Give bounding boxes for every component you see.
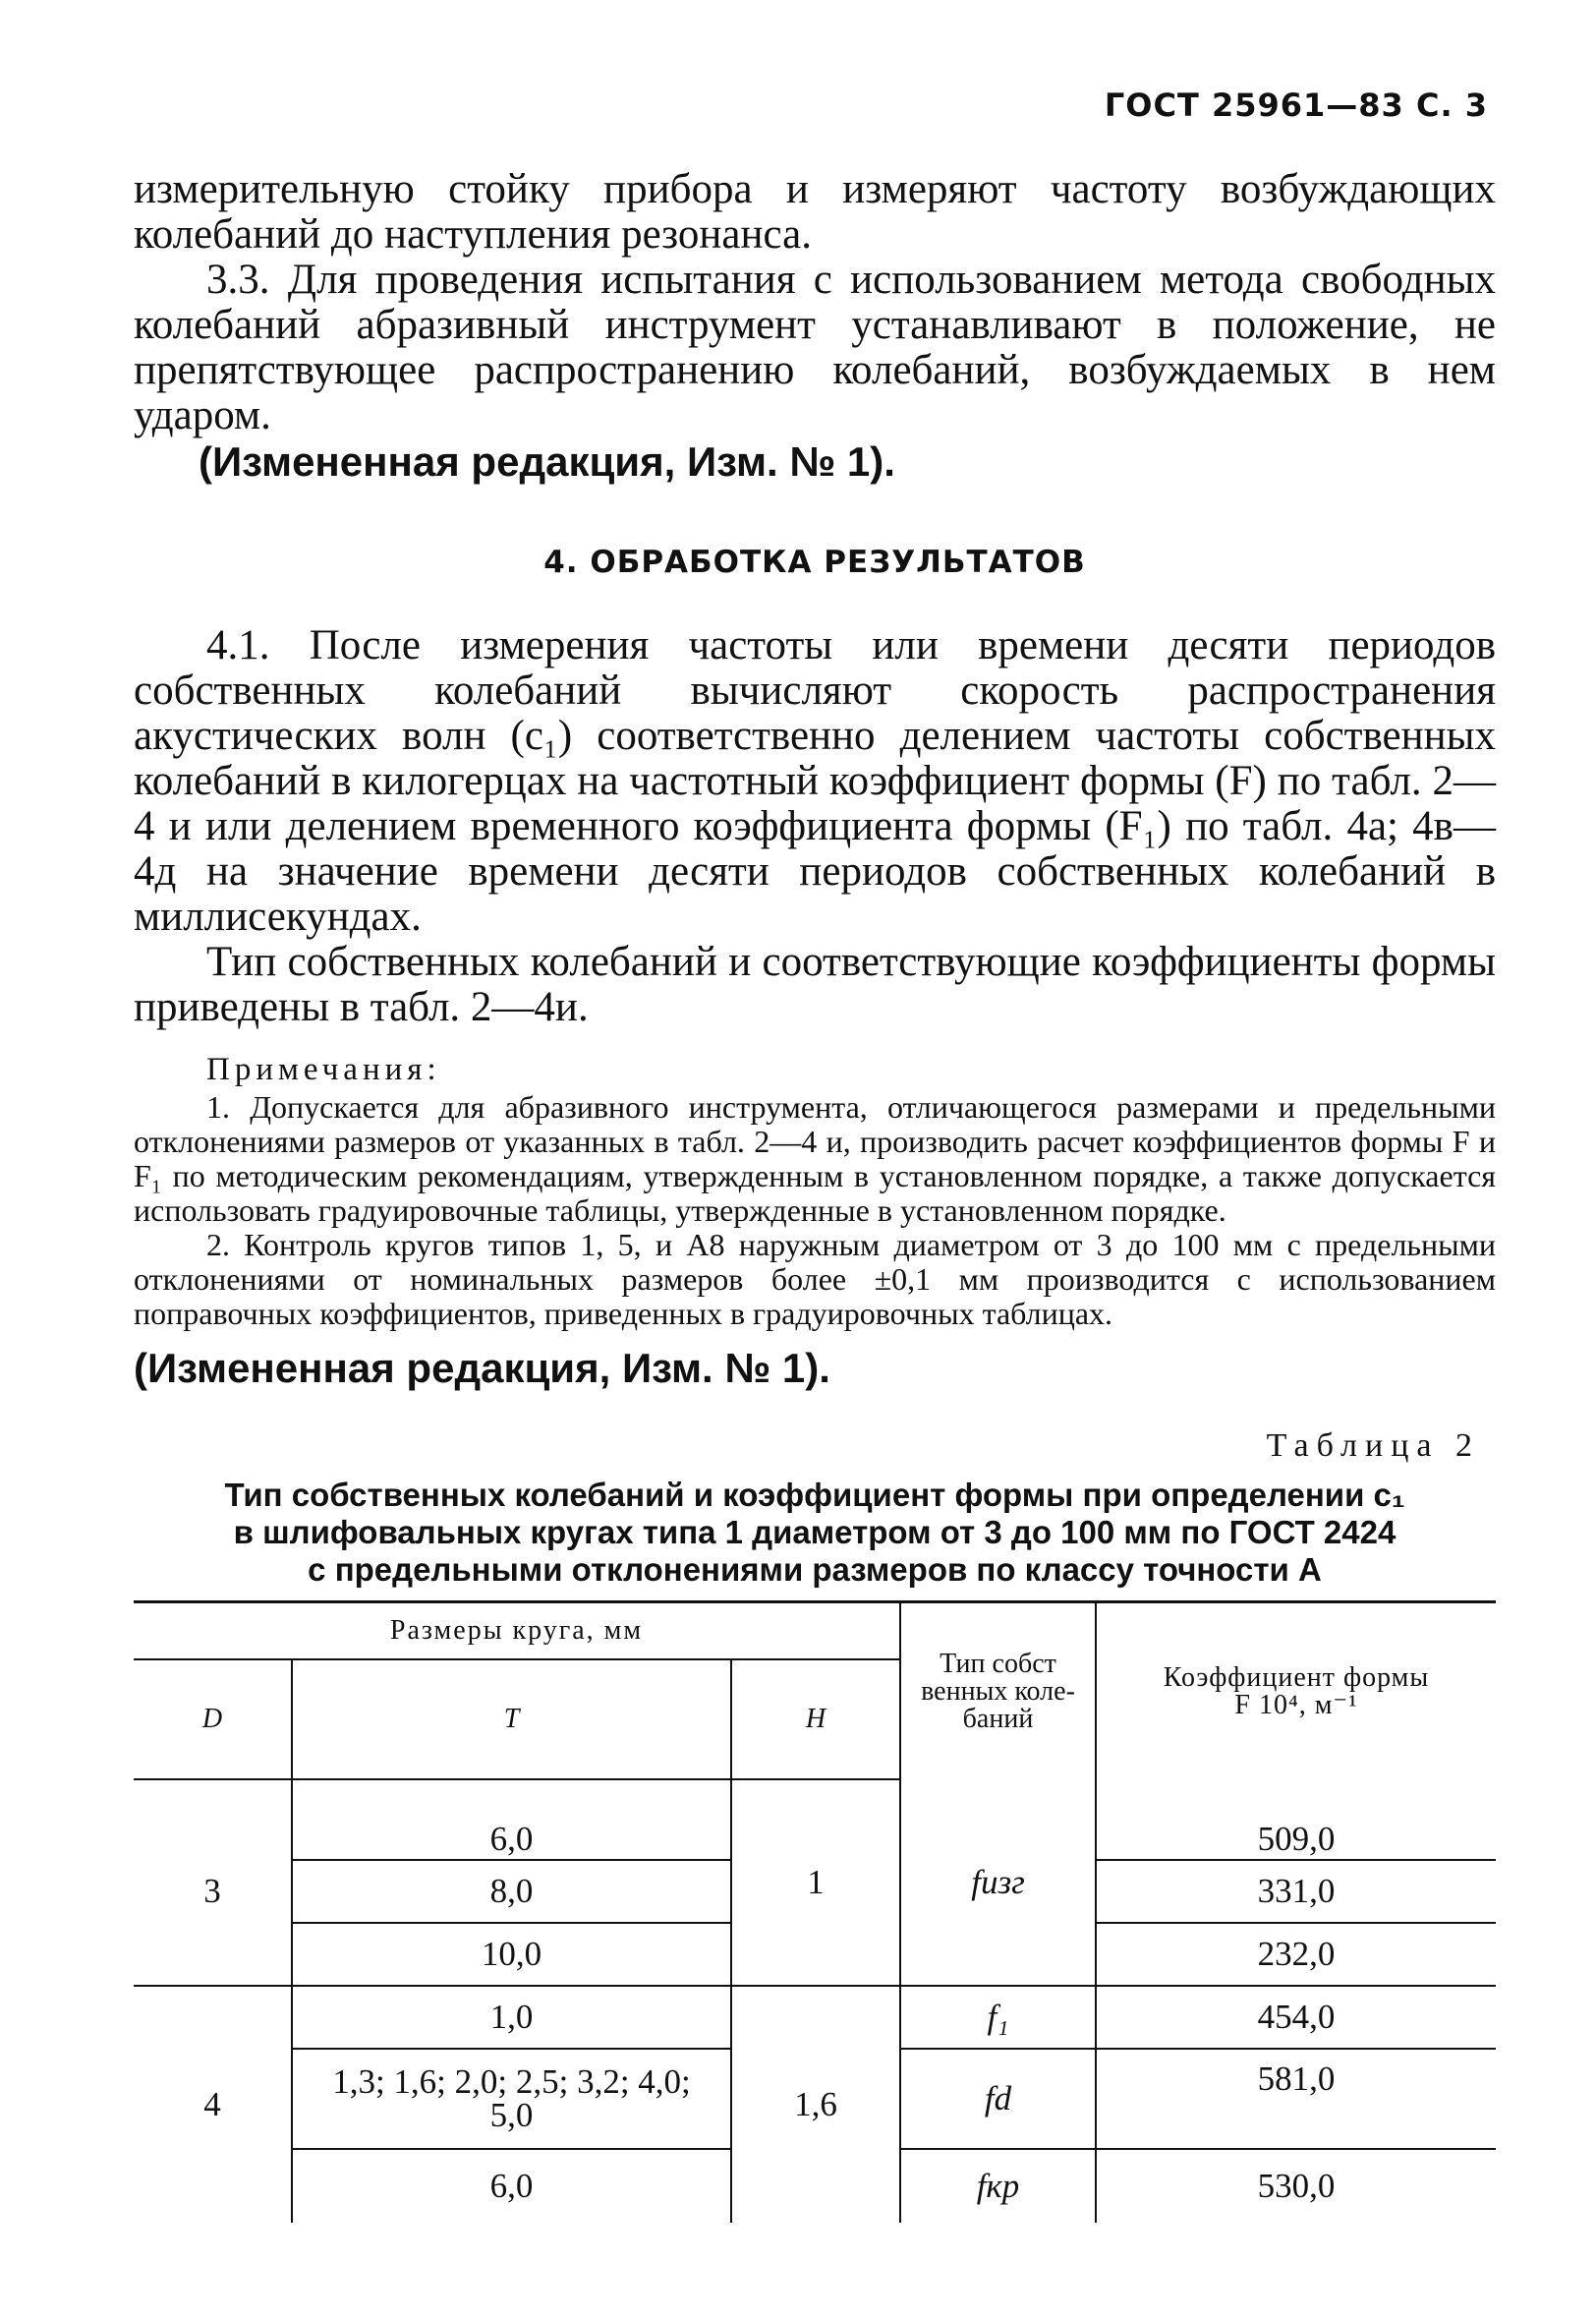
paragraph-3-3: 3.3. Для проведения испытания с использованием метода свободных колебаний абразивный инструмент устанавливают в положение, не препятствующее распространению колебаний, возбуждаемых в нем ударом. xyxy=(134,257,1496,438)
header-form-coefficient: Коэффициент формы F 10⁴, м⁻¹ xyxy=(1096,1602,1496,1780)
cell-t: 1,0 xyxy=(292,1986,731,2049)
notes-title: Примечания: xyxy=(206,1052,441,1087)
amendment-note-2: (Измененная редакция, Изм. № 1). xyxy=(134,1345,830,1391)
cell-h: 1,6 xyxy=(731,1986,900,2223)
cell-t: 10,0 xyxy=(292,1923,731,1986)
document-body xyxy=(134,167,1496,2223)
cell-t: 1,3; 1,6; 2,0; 2,5; 3,2; 4,0; 5,0 xyxy=(292,2049,731,2149)
paragraph-4-1: 4.1. После измерения частоты или времени десяти периодов собственных колебаний вычисляют скорость распространения акустических волн (c₁) соответственно делением частоты собственных колебаний в килогерцах на частотный коэффициент формы (F) по табл. 2—4 и или делением временного коэффициента формы (F₁) по табл. 4а; 4в—4д на значение времени десяти периодов собственных колебаний в миллисекундах. xyxy=(134,622,1496,940)
cell-type: fd xyxy=(900,2049,1096,2149)
cell-coef: 232,0 xyxy=(1096,1923,1496,1986)
cell-coef: 331,0 xyxy=(1096,1860,1496,1923)
cell-t: 6,0 xyxy=(292,1779,731,1860)
amendment-note: (Измененная редакция, Изм. № 1). xyxy=(199,438,895,485)
note-1: 1. Допускается для абразивного инструмента, отличающегося размерами и предельными отклонениями размеров от указанных в табл. 2—4 и, производить расчет коэффициентов формы F и F₁ по методическим рекомендациям, утвержденным в установленном порядке, а также допускается использовать градуировочные таблицы, утвержденные в установленном порядке. xyxy=(134,1089,1496,1228)
header-d: D xyxy=(134,1659,292,1779)
table-title-line-3: с предельными отклонениями размеров по классу точности А xyxy=(308,1551,1322,1588)
header-t: T xyxy=(292,1659,731,1779)
paragraph-forms: Тип собственных колебаний и соответствующие коэффициенты формы приведены в табл. 2—4и. xyxy=(134,939,1496,1030)
table-label: Таблица 2 xyxy=(1266,1427,1480,1464)
cell-type: fизг xyxy=(900,1779,1096,1986)
cell-d: 3 xyxy=(134,1779,292,1986)
cell-coef: 509,0 xyxy=(1096,1779,1496,1860)
cell-t: 8,0 xyxy=(292,1860,731,1923)
cell-coef: 454,0 xyxy=(1096,1986,1496,2049)
section-title: 4. ОБРАБОТКА РЕЗУЛЬТАТОВ xyxy=(543,545,1086,580)
page-header: ГОСТ 25961—83 С. 3 xyxy=(1104,87,1488,124)
cell-type: fкр xyxy=(900,2149,1096,2223)
cell-d: 4 xyxy=(134,1986,292,2223)
table-title-line-1: Тип собственных колебаний и коэффициент формы при определении c₁ xyxy=(224,1477,1405,1513)
cell-coef: 581,0 xyxy=(1096,2049,1496,2149)
header-circle-dimensions: Размеры круга, мм xyxy=(134,1602,900,1660)
cell-type: f₁ xyxy=(900,1986,1096,2049)
cell-t: 6,0 xyxy=(292,2149,731,2223)
table-row xyxy=(134,1779,1496,1860)
cell-coef: 530,0 xyxy=(1096,2149,1496,2223)
header-h: H xyxy=(731,1659,900,1779)
table-title-line-2: в шлифовальных кругах типа 1 диаметром от 3 до 100 мм по ГОСТ 2424 xyxy=(233,1514,1396,1550)
note-2: 2. Контроль кругов типов 1, 5, и А8 наружным диаметром от 3 до 100 мм с предельными отклонениями от номинальных размеров более ±0,1 мм производится с использованием поправочных коэффициентов, приведенных в градуировочных таблицах. xyxy=(134,1227,1496,1331)
header-oscillation-type: Тип собст венных коле- баний xyxy=(900,1602,1096,1780)
cell-h: 1 xyxy=(731,1779,900,1986)
table-row xyxy=(134,1986,1496,2049)
data-table xyxy=(134,1600,1496,2223)
paragraph-continuation: измерительную стойку прибора и измеряют частоту возбуждающих колебаний до наступления резонанса. xyxy=(134,166,1496,258)
table-title xyxy=(134,1477,1496,1589)
